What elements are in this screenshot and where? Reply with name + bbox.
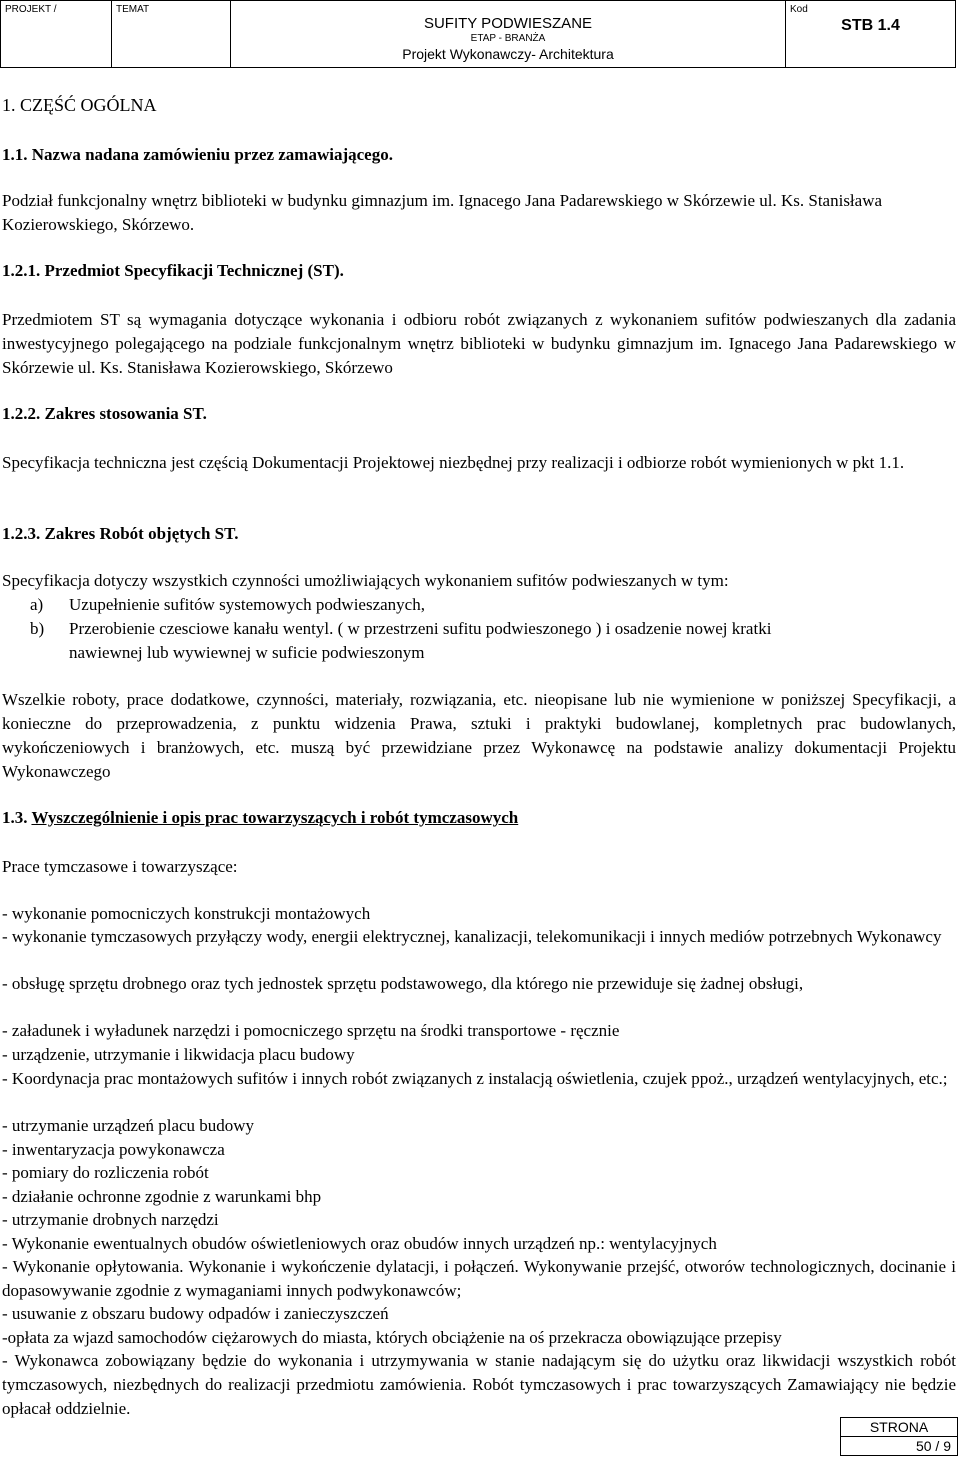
item-b-continuation: nawiewnej lub wywiewnej w suficie podwieszonym [69, 643, 425, 662]
list-item: - inwentaryzacja powykonawcza [2, 1140, 225, 1159]
list-item: - wykonanie pomocniczych konstrukcji montażowych [2, 904, 371, 923]
kod-caption: Kod [790, 4, 808, 15]
heading-1-3-title: Wyszczególnienie i opis prac towarzyszących i robót tymczasowych [31, 808, 519, 827]
heading-1-1: 1.1. Nazwa nadana zamówieniu przez zamawiającego. [2, 145, 393, 164]
list-item: - obsługę sprzętu drobnego oraz tych jednostek sprzętu podstawowego, dla którego nie przewiduje się żadnej obsługi, [2, 974, 804, 993]
heading-1-2-1: 1.2.1. Przedmiot Specyfikacji Technicznej (ST). [2, 261, 344, 280]
doc-title: SUFITY PODWIESZANE [423, 15, 593, 32]
item-b-label: b) [30, 619, 45, 638]
list-item: - Wykonanie ewentualnych obudów oświetleniowych oraz obudów innych urządzeń np.: wentylacyjnych [2, 1234, 717, 1253]
list-item: - urządzenie, utrzymanie i likwidacja placu budowy [2, 1045, 355, 1064]
list-item: - załadunek i wyładunek narzędzi i pomocniczego sprzętu na środki transportowe - ręcznie [2, 1021, 620, 1040]
list-item: - Wykonanie opłytowania. Wykonanie i wykończenie dylatacji, i połączeń. Wykonywanie przejść, otworów technologicznych, docinanie i dopasowywanie zgodnie z wymaganiami innych podwykonawców; [2, 1257, 956, 1300]
list-item: - usuwanie z obszaru budowy odpadów i zanieczyszczeń [2, 1304, 389, 1323]
item-a: Uzupełnienie sufitów systemowych podwieszanych, [69, 595, 425, 614]
paragraph-1-2-3: Specyfikacja dotyczy wszystkich czynności umożliwiających wykonaniem sufitów podwieszanych w tym: [2, 571, 729, 590]
projekt-cell [1, 1, 112, 68]
projekt-caption: PROJEKT / [5, 4, 57, 15]
heading-1-3-number: 1.3. [2, 808, 28, 827]
temat-caption: TEMAT [116, 4, 150, 15]
list-item: - Koordynacja prac montażowych sufitów i innych robót związanych z instalacją oświetlenia, czujek ppoż., urządzeń wentylacyjnych, etc.; [2, 1069, 948, 1088]
list-item: - Wykonawca zobowiązany będzie do wykonania i utrzymywania w stanie nadającym się do użytku oraz likwidacji wszystkich robót tymczasowych, niezbędnych do realizacji przedmiotu zamówienia. Robót tymczasowych i prac towarzyszących Zamawiający nie będzie opłacał oddzielnie. [2, 1351, 956, 1418]
list-item: - pomiary do rozliczenia robót [2, 1163, 209, 1182]
page-footer [840, 1417, 958, 1456]
list-item: -opłata za wjazd samochodów ciężarowych do miasta, których obciążenie na oś przekracza obowiązujące przepisy [2, 1328, 782, 1347]
temat-cell [112, 1, 231, 68]
paragraph-1-1: Podział funkcjonalny wnętrz biblioteki w budynku gimnazjum im. Ignacego Jana Padarewskiego w Skórzewie ul. Ks. Stanisława Kozierowskiego, Skórzewo. [2, 191, 883, 234]
kod-cell [786, 1, 956, 68]
heading-1-3 [2, 806, 956, 830]
doc-stage: ETAP - BRANŻA [470, 33, 546, 44]
list-item: - utrzymanie urządzeń placu budowy [2, 1116, 255, 1135]
page-label: STRONA [869, 1419, 929, 1435]
item-a-label: a) [30, 595, 44, 614]
title-cell [231, 1, 786, 68]
page-number: 50 / 9 [841, 1436, 957, 1455]
doc-code: STB 1.4 [841, 17, 900, 34]
list-item: - wykonanie tymczasowych przyłączy wody, energii elektrycznej, kanalizacji, telekomunikacji i innych mediów potrzebnych Wykonawcy [2, 927, 942, 946]
paragraph-1-2-1: Przedmiotem ST są wymagania dotyczące wykonania i odbioru robót związanych z wykonaniem sufitów podwieszanych dla zadania inwestycyjnego polegającego na podziale funkcjonalnym wnętrz biblioteki w budynku gimnazjum im. Ignacego Jana Padarewskiego w Skórzewie ul. Ks. Stanisława Kozierowskiego, Skórzewo [2, 310, 956, 377]
heading-1-2-2: 1.2.2. Zakres stosowania ST. [2, 404, 207, 423]
heading-1-2-3: 1.2.3. Zakres Robót objętych ST. [2, 524, 239, 543]
list-item: - działanie ochronne zgodnie z warunkami bhp [2, 1187, 322, 1206]
heading-1: 1. CZĘŚĆ OGÓLNA [2, 95, 157, 115]
item-b: Przerobienie czesciowe kanału wentyl. ( w przestrzeni sufitu podwieszonego ) i osadzenie nowej kratki [69, 619, 772, 638]
document-header [0, 0, 956, 68]
list-item: - utrzymanie drobnych narzędzi [2, 1210, 219, 1229]
doc-project: Projekt Wykonawczy- Architektura [402, 46, 614, 62]
temp-intro: Prace tymczasowe i towarzyszące: [2, 857, 238, 876]
paragraph-1-2-2: Specyfikacja techniczna jest częścią Dokumentacji Projektowej niezbędnej przy realizacji i odbiorze robót wymienionych w pkt 1.1. [2, 453, 905, 472]
paragraph-general: Wszelkie roboty, prace dodatkowe, czynności, materiały, rozwiązania, etc. nieopisane lub nie wymienione w poniższej Specyfikacji, a konieczne do przeprowadzenia, z punktu widzenia Prawa, sztuki i praktyki budowlanej, kompletnych prac budowlanych, wykończeniowych i branżowych, etc. muszą być przewidziane przez Wykonawcę na podstawie analizy dokumentacji Projektu Wykonawczego [2, 690, 956, 781]
